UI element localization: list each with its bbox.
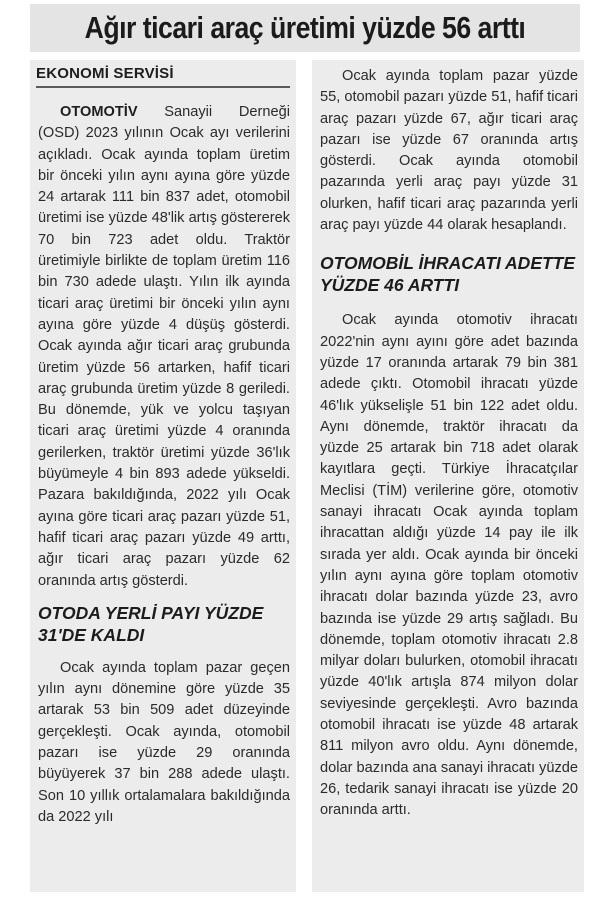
article-column-left — [30, 60, 296, 892]
lead-word: OTOMOTİV — [60, 104, 138, 120]
paragraph-2-right: Ocak ayında toplam pazar yüzde 55, otomobil pazarı yüzde 51, hafif ticari araç pazarı yüzde 67, ağır ticari araç pazarı ise yüzde 67 oranında artış gösterdi. Ocak ayında otomobil pazarında yerli araç payı yüzde 31 olurken, hafif ticari araç pazarında yerli araç payı yüzde 44 olarak hesaplandı. — [320, 68, 578, 234]
headline-banner — [30, 4, 580, 52]
article-column-right — [312, 60, 584, 892]
subhead-domestic-share: OTODA YERLİ PAYI YÜZDE 31'DE KALDI — [38, 602, 264, 645]
headline: Ağır ticari araç üretimi yüzde 56 arttı — [84, 10, 526, 45]
paragraph-2-left: Ocak ayında toplam pazar geçen yılın aynı dönemine göre yüzde 35 artarak 53 bin 509 adet düzeyinde gerçekleşti. Ocak ayında, otomobil pazarı ise yüzde 29 oranında büyüyerek 37 bin 288 adede ulaştı. Son 10 yıllık ortalamalara bakıldığında da 2022 yılı — [38, 659, 290, 825]
paragraph-1-text: Sanayii Derneği (OSD) 2023 yılının Ocak ayı verilerini açıkladı. Ocak ayında toplam üretim bir önceki yılın aynı ayına göre yüzde 24 artarak 111 bin 837 adet, otomobil üretimi ise yüzde 48'lik artış göstererek 70 bin 723 adet oldu. Traktör üretimiyle birlikte de toplam üretim 116 bin 730 adede ulaştı. Yılın ilk ayında ticari araç üretimi bir önceki yılın aynı ayına göre yüzde 4 düşüş gösterdi. Ocak ayında ağır ticari araç grubunda üretim yüzde 56 artarken, hafif ticari araç grubunda üretim yüzde 8 geriledi. Bu dönemde, yük ve yolcu taşıyan ticari araç üretimi yüzde 4 oranında gerilerken, traktör üretimi yüzde 36'lık büyümeyle 4 bin 893 adede yükseldi. Pazara bakıldığında, 2022 yılı Ocak ayına göre ticari araç pazarı yüzde 51, hafif ticari araç pazarı yüzde 49 arttı, ağır ticari araç pazarı yüzde 62 oranında artış gösterdi. — [38, 104, 290, 589]
paragraph-1 — [30, 88, 296, 592]
paragraph-3: Ocak ayında otomotiv ihracatı 2022'nin aynı ayını göre adet bazında yüzde 17 oranında artarak 79 bin 381 adede çıktı. Otomobil ihracatı yüzde 46'lık yükselişle 51 bin 122 adet oldu. Aynı dönemde, traktör ihracatı da yüzde 25 artarak bin 718 adet olarak kayıtlara geçti. Türkiye İhracatçılar Meclisi (TİM) verilerine göre, otomotiv sanayi ihracatı Ocak ayında toplam ihracattan aldığı yüzde 14 pay ile ilk sırada yer aldı. Ocak ayında bir önceki yılın aynı ayına göre toplam otomotiv ihracatı dolar bazında yüzde 23, avro bazında ise yüzde 29 artış sağladı. Bu dönemde, toplam otomotiv ihracatı 2.8 milyar doları bulurken, otomobil ihracatı yüzde 40'lık artışla 874 milyon dolar seviyesinde gerçekleşti. Avro bazında otomobil ihracatı ise yüzde 48 artarak 811 milyon avro oldu. Aynı dönemde, dolar bazında ana sanayi ihracatı yüzde 26, tedarik sanayi ihracatı ise yüzde 20 oranında arttı. — [320, 312, 578, 819]
subhead-export: OTOMOBİL İHRACATI ADETTE YÜZDE 46 ARTTI — [320, 253, 576, 296]
byline: EKONOMİ SERVİSİ — [36, 65, 174, 82]
